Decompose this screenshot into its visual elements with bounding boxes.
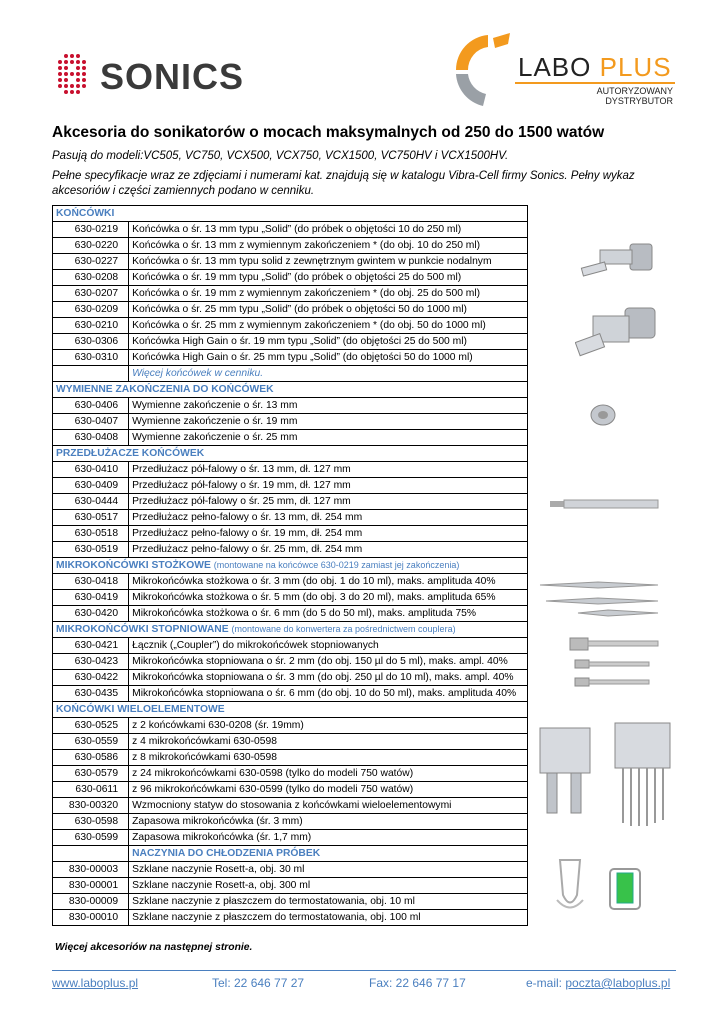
catalog-number: 630-0599 <box>53 830 129 846</box>
more-tips-note: Więcej końcówek w cenniku. <box>129 366 528 382</box>
catalog-number: 630-0517 <box>53 510 129 526</box>
catalog-number: 630-0422 <box>53 670 129 686</box>
section-title: MIKROKOŃCÓWKI STOŻKOWE <box>56 560 211 571</box>
item-description: Końcówka o śr. 25 mm typu „Solid” (do próbek o objętości 50 do 1000 ml) <box>129 302 528 318</box>
item-description: Końcówka o śr. 19 mm typu „Solid” (do próbek o objętości 25 do 500 ml) <box>129 270 528 286</box>
table-row <box>53 302 528 318</box>
labo-logo-subtitle: AUTORYZOWANY DYSTRYBUTOR <box>596 86 673 106</box>
item-description: Wymienne zakończenie o śr. 19 mm <box>129 414 528 430</box>
item-description: Szklane naczynie z płaszczem do termostatowania, obj. 100 ml <box>129 910 528 926</box>
catalog-number: 630-0227 <box>53 254 129 270</box>
catalog-number: 630-0598 <box>53 814 129 830</box>
item-description: Przedłużacz pół-falowy o śr. 25 mm, dł. 127 mm <box>129 494 528 510</box>
catalog-number: 630-0420 <box>53 606 129 622</box>
table-row <box>53 654 528 670</box>
item-description: Mikrokońcówka stożkowa o śr. 3 mm (do obj. 1 do 10 ml), maks. amplituda 40% <box>129 574 528 590</box>
table-row <box>53 590 528 606</box>
catalog-number: 630-0406 <box>53 398 129 414</box>
section-header-stepped <box>53 622 528 638</box>
item-description: Mikrokońcówka stopniowana o śr. 3 mm (do obj. 250 µl do 10 ml), maks. ampl. 40% <box>129 670 528 686</box>
catalog-number: 630-0419 <box>53 590 129 606</box>
item-description: z 4 mikrokońcówkami 630-0598 <box>129 734 528 750</box>
stepped-microtips-image <box>565 634 665 694</box>
table-row <box>53 782 528 798</box>
table-row <box>53 910 528 926</box>
item-description: Końcówka o śr. 19 mm z wymiennym zakończeniem * (do obj. 25 do 500 ml) <box>129 286 528 302</box>
catalog-number: 630-0220 <box>53 238 129 254</box>
footer-phone: Tel: 22 646 77 27 <box>212 976 305 990</box>
item-description: Mikrokońcówka stożkowa o śr. 6 mm (do 5 do 50 ml), maks. amplituda 75% <box>129 606 528 622</box>
catalog-number: 830-00009 <box>53 894 129 910</box>
table-row <box>53 318 528 334</box>
table-row <box>53 686 528 702</box>
table-row <box>53 606 528 622</box>
catalog-number: 830-00010 <box>53 910 129 926</box>
labo-plus-logo-icon <box>448 30 518 110</box>
empty-cell <box>53 366 129 382</box>
table-row <box>53 798 528 814</box>
item-description: Zapasowa mikrokońcówka (śr. 1,7 mm) <box>129 830 528 846</box>
item-description: Mikrokońcówka stożkowa o śr. 5 mm (do obj. 3 do 20 ml), maks. amplituda 65% <box>129 590 528 606</box>
catalog-number: 630-0586 <box>53 750 129 766</box>
item-description: Przedłużacz pełno-falowy o śr. 25 mm, dł. 254 mm <box>129 542 528 558</box>
more-tips-row <box>53 366 528 382</box>
table-row <box>53 478 528 494</box>
table-row <box>53 878 528 894</box>
table-row <box>53 670 528 686</box>
table-row <box>53 718 528 734</box>
labo-plus-logo-text: LABO PLUS <box>518 52 672 82</box>
table-row <box>53 766 528 782</box>
section-title-cell <box>53 206 528 222</box>
item-description: Przedłużacz pół-falowy o śr. 19 mm, dł. 127 mm <box>129 478 528 494</box>
sonics-logo-icon <box>52 52 96 96</box>
table-row <box>53 334 528 350</box>
catalog-number: 630-0423 <box>53 654 129 670</box>
item-description: Końcówka o śr. 13 mm typu solid z zewnętrznym gwintem w punkcie nodalnym <box>129 254 528 270</box>
item-description: Końcówka o śr. 25 mm z wymiennym zakończeniem * (do obj. 50 do 1000 ml) <box>129 318 528 334</box>
table-row <box>53 286 528 302</box>
table-row <box>53 894 528 910</box>
multi-element-tips-image <box>535 718 680 833</box>
labo-logo-divider <box>515 82 675 84</box>
catalog-number: 630-0207 <box>53 286 129 302</box>
item-description: Przedłużacz pełno-falowy o śr. 19 mm, dł. 254 mm <box>129 526 528 542</box>
item-description: z 96 mikrokońcówkami 630-0599 (tylko do modeli 750 watów) <box>129 782 528 798</box>
catalog-number: 630-0421 <box>53 638 129 654</box>
section-header-vessels <box>53 846 528 862</box>
item-description: Szklane naczynie z płaszczem do termostatowania, obj. 10 ml <box>129 894 528 910</box>
table-row <box>53 414 528 430</box>
extender-image <box>548 498 660 510</box>
catalog-number: 630-0306 <box>53 334 129 350</box>
section-note: (montowane do konwertera za pośrednictwem couplera) <box>231 624 456 634</box>
catalog-number: 630-0559 <box>53 734 129 750</box>
table-row <box>53 750 528 766</box>
catalog-number: 630-0518 <box>53 526 129 542</box>
tip-25mm-image <box>575 298 665 368</box>
item-description: Łącznik („Coupler”) do mikrokońcówek stopniowanych <box>129 638 528 654</box>
catalog-number: 830-00001 <box>53 878 129 894</box>
table-row <box>53 830 528 846</box>
item-description: Wzmocniony statyw do stosowania z końcówkami wieloelementowymi <box>129 798 528 814</box>
spec-text: Pełne specyfikacje wraz ze zdjęciami i numerami kat. znajdują się w katalogu Vibra-Cell firmy Sonics. Pełny wykaz akcesoriów i części zamiennych podano w cenniku. <box>52 170 635 197</box>
table-row <box>53 430 528 446</box>
table-row <box>53 398 528 414</box>
section-title: KOŃCÓWKI <box>56 208 115 219</box>
item-description: Wymienne zakończenie o śr. 25 mm <box>129 430 528 446</box>
section-title: PRZEDŁUŻACZE KOŃCÓWEK <box>56 448 205 459</box>
footer-divider <box>52 970 676 971</box>
accessories-table <box>52 205 528 926</box>
footer-email-link[interactable]: poczta@laboplus.pl <box>565 976 671 990</box>
section-title-cell <box>53 702 528 718</box>
item-description: z 8 mikrokońcówkami 630-0598 <box>129 750 528 766</box>
catalog-number: 630-0210 <box>53 318 129 334</box>
section-header-tips <box>53 206 528 222</box>
footer-fax: Fax: 22 646 77 17 <box>369 976 466 990</box>
catalog-number: 630-0579 <box>53 766 129 782</box>
page-title: Akcesoria do sonikatorów o mocach maksymalnych od 250 do 1500 watów <box>52 124 605 141</box>
replaceable-tip-image <box>588 402 618 428</box>
item-description: Szklane naczynie Rosett-a, obj. 30 ml <box>129 862 528 878</box>
catalog-number: 630-0407 <box>53 414 129 430</box>
item-description: Mikrokońcówka stopniowana o śr. 2 mm (do obj. 150 µl do 5 ml), maks. ampl. 40% <box>129 654 528 670</box>
section-header-extenders <box>53 446 528 462</box>
section-title: MIKROKOŃCÓWKI STOPNIOWANE <box>56 624 229 635</box>
sonics-logo-text: SONICS <box>100 56 245 97</box>
catalog-number: 830-00003 <box>53 862 129 878</box>
table-row <box>53 526 528 542</box>
catalog-number: 630-0418 <box>53 574 129 590</box>
table-row <box>53 574 528 590</box>
footer-website-link[interactable]: www.laboplus.pl <box>52 976 139 990</box>
section-title-cell <box>53 622 528 638</box>
item-description: Końcówka o śr. 13 mm z wymiennym zakończeniem * (do obj. 10 do 250 ml) <box>129 238 528 254</box>
table-row <box>53 350 528 366</box>
footnote: Więcej akcesoriów na następnej stronie. <box>55 942 253 953</box>
table-row <box>53 638 528 654</box>
footer-email: e-mail: poczta@laboplus.pl <box>526 976 671 990</box>
table-row <box>53 270 528 286</box>
catalog-number: 830-00320 <box>53 798 129 814</box>
section-header-replaceable <box>53 382 528 398</box>
item-description: Mikrokońcówka stopniowana o śr. 6 mm (do obj. 10 do 50 ml), maks. amplituda 40% <box>129 686 528 702</box>
catalog-number: 630-0409 <box>53 478 129 494</box>
catalog-number: 630-0408 <box>53 430 129 446</box>
item-description: Wymienne zakończenie o śr. 13 mm <box>129 398 528 414</box>
table-row <box>53 254 528 270</box>
cooling-vessels-image <box>555 855 665 920</box>
item-description: Końcówka o śr. 13 mm typu „Solid” (do próbek o objętości 10 do 250 ml) <box>129 222 528 238</box>
catalog-number: 630-0310 <box>53 350 129 366</box>
section-title-cell <box>53 446 528 462</box>
section-title-cell <box>53 558 528 574</box>
table-row <box>53 222 528 238</box>
table-row <box>53 814 528 830</box>
section-title-cell <box>53 382 528 398</box>
table-row <box>53 734 528 750</box>
section-title: WYMIENNE ZAKOŃCZENIA DO KOŃCÓWEK <box>56 384 274 395</box>
table-row <box>53 238 528 254</box>
catalog-number: 630-0611 <box>53 782 129 798</box>
table-row <box>53 462 528 478</box>
models-line: Pasują do modeli:VC505, VC750, VCX500, VCX750, VCX1500, VC750HV i VCX1500HV. <box>52 150 509 162</box>
table-row <box>53 510 528 526</box>
section-header-conical <box>53 558 528 574</box>
item-description: Końcówka High Gain o śr. 25 mm typu „Solid” (do objętości 50 do 1000 ml) <box>129 350 528 366</box>
catalog-number: 630-0410 <box>53 462 129 478</box>
catalog-number: 630-0435 <box>53 686 129 702</box>
item-description: Zapasowa mikrokońcówka (śr. 3 mm) <box>129 814 528 830</box>
catalog-number: 630-0519 <box>53 542 129 558</box>
table-row <box>53 494 528 510</box>
section-header-empty <box>53 846 129 862</box>
item-description: Przedłużacz pół-falowy o śr. 13 mm, dł. 127 mm <box>129 462 528 478</box>
catalog-number: 630-0208 <box>53 270 129 286</box>
item-description: Końcówka High Gain o śr. 19 mm typu „Solid” (do objętości 25 do 500 ml) <box>129 334 528 350</box>
catalog-number: 630-0525 <box>53 718 129 734</box>
item-description: Szklane naczynie Rosett-a, obj. 300 ml <box>129 878 528 894</box>
item-description: z 2 końcówkami 630-0208 (śr. 19mm) <box>129 718 528 734</box>
catalog-number: 630-0209 <box>53 302 129 318</box>
section-note: (montowane na końcówce 630-0219 zamiast jej zakończenia) <box>213 560 460 570</box>
catalog-number: 630-0444 <box>53 494 129 510</box>
section-title: NACZYNIA DO CHŁODZENIA PRÓBEK <box>129 846 528 862</box>
table-row <box>53 542 528 558</box>
conical-microtips-image <box>538 579 660 619</box>
tip-13mm-image <box>580 232 660 292</box>
section-header-multi <box>53 702 528 718</box>
item-description: z 24 mikrokońcówkami 630-0598 (tylko do modeli 750 watów) <box>129 766 528 782</box>
table-row <box>53 862 528 878</box>
section-title: KOŃCÓWKI WIELOELEMENTOWE <box>56 704 225 715</box>
item-description: Przedłużacz pełno-falowy o śr. 13 mm, dł. 254 mm <box>129 510 528 526</box>
catalog-number: 630-0219 <box>53 222 129 238</box>
